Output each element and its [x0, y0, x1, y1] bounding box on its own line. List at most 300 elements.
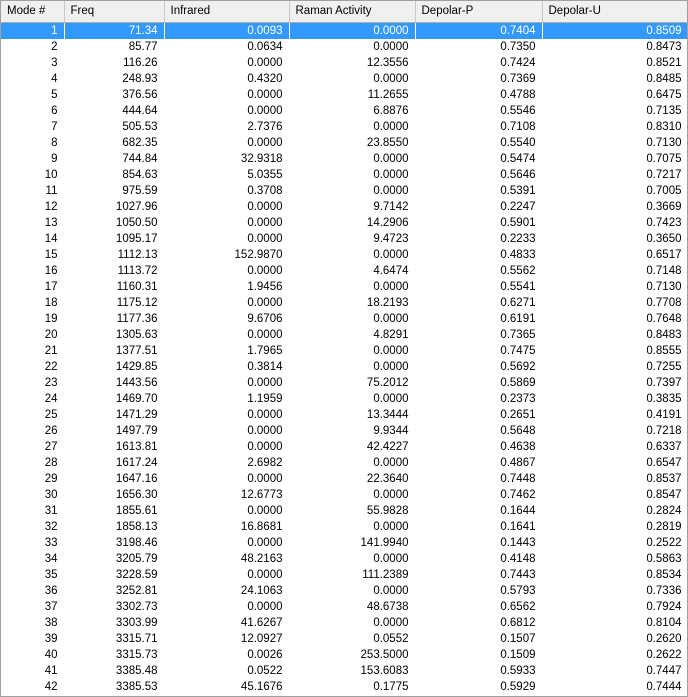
cell-depolar-u: 0.7135: [646, 105, 682, 117]
cell-mode: 30: [44, 489, 58, 501]
cell-raman-activity: 153.6083: [360, 665, 409, 677]
table-row[interactable]: [1, 263, 688, 279]
table-row[interactable]: [1, 615, 688, 631]
cell-freq: 85.77: [128, 41, 158, 53]
cell-raman-activity: 0.0000: [373, 169, 409, 181]
cell-mode: 17: [44, 281, 58, 293]
table-row[interactable]: [1, 311, 688, 327]
cell-infrared: 1.7965: [247, 345, 283, 357]
cell-freq: 1160.31: [116, 281, 158, 293]
cell-mode: 41: [44, 665, 58, 677]
cell-depolar-u: 0.7336: [646, 585, 682, 597]
table-row[interactable]: [1, 407, 688, 423]
cell-infrared: 0.0000: [247, 441, 283, 453]
cell-depolar-p: 0.5562: [500, 265, 536, 277]
cell-raman-activity: 0.0000: [373, 457, 409, 469]
cell-infrared: 0.0000: [247, 201, 283, 213]
cell-mode: 34: [44, 553, 58, 565]
cell-freq: 444.64: [122, 105, 158, 117]
cell-depolar-u: 0.3650: [646, 233, 682, 245]
cell-depolar-u: 0.2522: [646, 537, 682, 549]
cell-raman-activity: 0.0000: [373, 73, 409, 85]
table-row[interactable]: [1, 231, 688, 247]
table-row[interactable]: [1, 519, 688, 535]
cell-raman-activity: 0.0000: [373, 617, 409, 629]
cell-raman-activity: 6.8876: [373, 105, 409, 117]
cell-raman-activity: 4.6474: [373, 265, 409, 277]
table-row[interactable]: [1, 71, 688, 87]
cell-mode: 3: [51, 57, 58, 69]
cell-depolar-p: 0.5869: [500, 377, 536, 389]
cell-infrared: 2.7376: [247, 121, 283, 133]
table-row[interactable]: [1, 23, 688, 40]
cell-infrared: 0.0093: [164, 23, 289, 40]
cell-infrared: 24.1063: [240, 585, 283, 597]
cell-raman-activity: 18.2193: [366, 297, 409, 309]
cell-freq: 3302.73: [115, 601, 158, 613]
cell-mode: 8: [51, 137, 58, 149]
cell-mode: 16: [44, 265, 58, 277]
cell-raman-activity: 0.0000: [373, 41, 409, 53]
cell-depolar-u: 0.7397: [646, 377, 682, 389]
cell-depolar-u: 0.8310: [646, 121, 682, 133]
cell-raman-activity: 0.0000: [373, 345, 409, 357]
modes-table[interactable]: [1, 1, 688, 695]
cell-raman-activity: 141.9940: [360, 537, 409, 549]
table-row[interactable]: [1, 327, 688, 343]
cell-infrared: 0.0000: [247, 601, 283, 613]
cell-raman-activity: 48.6738: [366, 601, 409, 613]
cell-raman-activity: 13.3444: [366, 409, 409, 421]
cell-freq: 3205.79: [115, 553, 158, 565]
cell-freq: 3315.73: [115, 649, 158, 661]
cell-depolar-p: 0.7365: [500, 329, 536, 341]
cell-depolar-u: 0.8485: [646, 73, 682, 85]
cell-raman-activity: 0.0000: [373, 489, 409, 501]
cell-freq: 1656.30: [115, 489, 158, 501]
cell-mode: 14: [44, 233, 58, 245]
cell-raman-activity: 55.9828: [366, 505, 409, 517]
cell-mode: 28: [44, 457, 58, 469]
cell-depolar-p: 0.5540: [500, 137, 536, 149]
cell-infrared: 48.2163: [240, 553, 283, 565]
cell-depolar-u: 0.7148: [646, 265, 682, 277]
cell-depolar-u: 0.7924: [646, 601, 682, 613]
table-row[interactable]: [1, 551, 688, 567]
cell-mode: 23: [44, 377, 58, 389]
cell-freq: 3228.59: [115, 569, 158, 581]
cell-depolar-u: 0.7130: [646, 137, 682, 149]
table-row[interactable]: [1, 135, 688, 151]
cell-depolar-p: 0.1507: [500, 633, 536, 645]
cell-depolar-u: 0.6517: [646, 249, 682, 261]
cell-freq: 1429.85: [115, 361, 158, 373]
cell-raman-activity: 4.8291: [373, 329, 409, 341]
cell-raman-activity: 0.0552: [373, 633, 409, 645]
cell-freq: 744.84: [122, 153, 158, 165]
cell-mode: 21: [44, 345, 58, 357]
cell-depolar-p: 0.6812: [500, 617, 536, 629]
cell-freq: 1175.12: [116, 297, 158, 309]
cell-infrared: 1.1959: [247, 393, 283, 405]
table-row[interactable]: [1, 663, 688, 679]
cell-mode: 25: [44, 409, 58, 421]
table-row[interactable]: [1, 199, 688, 215]
cell-infrared: 152.9870: [234, 249, 283, 261]
cell-freq: 1617.24: [115, 457, 158, 469]
cell-mode: 19: [44, 313, 58, 325]
cell-raman-activity: 0.0000: [373, 521, 409, 533]
table-header-row: [1, 1, 688, 23]
table-row[interactable]: [1, 471, 688, 487]
cell-freq: 3252.81: [115, 585, 158, 597]
cell-mode: 5: [51, 89, 58, 101]
cell-freq: 1113.72: [117, 265, 158, 277]
column-header-depolar-u[interactable]: Depolar-U: [542, 1, 688, 23]
cell-infrared: 0.0000: [247, 569, 283, 581]
cell-raman-activity: 14.2906: [366, 217, 409, 229]
cell-raman-activity: 0.0000: [373, 185, 409, 197]
cell-freq: 3303.99: [115, 617, 158, 629]
table-row[interactable]: [1, 455, 688, 471]
cell-depolar-u: 0.8534: [646, 569, 682, 581]
cell-mode: 36: [44, 585, 58, 597]
cell-depolar-u: 0.7444: [646, 681, 682, 693]
cell-raman-activity: 0.0000: [373, 121, 409, 133]
table-row[interactable]: [1, 583, 688, 599]
table-row[interactable]: [1, 167, 688, 183]
cell-raman-activity: 75.2012: [366, 377, 409, 389]
cell-mode: 37: [44, 601, 58, 613]
table-row[interactable]: [1, 631, 688, 647]
cell-depolar-p: 0.5541: [500, 281, 536, 293]
cell-freq: 1613.81: [115, 441, 158, 453]
cell-mode: 39: [44, 633, 58, 645]
cell-raman-activity: 9.9344: [373, 425, 409, 437]
cell-infrared: 0.0000: [247, 137, 283, 149]
cell-depolar-p: 0.4788: [500, 89, 536, 101]
cell-depolar-u: 0.2824: [646, 505, 682, 517]
cell-freq: 3385.48: [115, 665, 158, 677]
cell-infrared: 0.0026: [247, 649, 283, 661]
cell-raman-activity: 23.8550: [366, 137, 409, 149]
cell-mode: 9: [51, 153, 58, 165]
cell-mode: 20: [44, 329, 58, 341]
cell-depolar-p: 0.5474: [500, 153, 536, 165]
cell-freq: 854.63: [122, 169, 158, 181]
cell-depolar-u: 0.7255: [646, 361, 682, 373]
cell-depolar-p: 0.2233: [500, 233, 536, 245]
cell-depolar-u: 0.3669: [646, 201, 682, 213]
cell-infrared: 9.6706: [247, 313, 283, 325]
cell-freq: 505.53: [122, 121, 158, 133]
cell-infrared: 12.0927: [240, 633, 283, 645]
cell-depolar-p: 0.5929: [500, 681, 536, 693]
column-header-freq[interactable]: Freq: [64, 1, 164, 23]
cell-depolar-u: 0.4191: [646, 409, 682, 421]
cell-mode: 12: [44, 201, 58, 213]
cell-freq: 1305.63: [115, 329, 158, 341]
cell-depolar-p: 0.6562: [500, 601, 536, 613]
cell-infrared: 0.3814: [247, 361, 283, 373]
cell-depolar-u: 0.8483: [646, 329, 682, 341]
cell-mode: 31: [44, 505, 58, 517]
cell-depolar-p: 0.5793: [500, 585, 536, 597]
cell-depolar-p: 0.1644: [500, 505, 536, 517]
cell-depolar-u: 0.7218: [646, 425, 682, 437]
cell-depolar-p: 0.4833: [500, 249, 536, 261]
cell-depolar-u: 0.8547: [646, 489, 682, 501]
cell-mode: 40: [44, 649, 58, 661]
cell-infrared: 0.0000: [247, 105, 283, 117]
cell-depolar-u: 0.7005: [646, 185, 682, 197]
cell-raman-activity: 111.2389: [362, 569, 409, 581]
cell-depolar-u: 0.7648: [646, 313, 682, 325]
cell-freq: 1855.61: [115, 505, 158, 517]
table-row[interactable]: [1, 503, 688, 519]
cell-infrared: 16.8681: [240, 521, 283, 533]
cell-depolar-u: 0.7075: [646, 153, 682, 165]
cell-mode: 38: [44, 617, 58, 629]
cell-freq: 3385.53: [115, 681, 158, 693]
cell-raman-activity: 0.0000: [373, 249, 409, 261]
cell-freq: 1647.16: [115, 473, 158, 485]
cell-raman-activity: 0.0000: [373, 313, 409, 325]
table-row[interactable]: [1, 679, 688, 695]
table-row[interactable]: [1, 599, 688, 615]
cell-mode: 2: [51, 41, 58, 53]
cell-depolar-u: 0.6475: [646, 89, 682, 101]
cell-depolar-p: 0.1509: [500, 649, 536, 661]
cell-raman-activity: 0.0000: [373, 585, 409, 597]
cell-infrared: 0.0000: [247, 425, 283, 437]
cell-infrared: 0.0000: [247, 377, 283, 389]
cell-raman-activity: 9.4723: [373, 233, 409, 245]
cell-depolar-u: 0.7217: [646, 169, 682, 181]
table-row[interactable]: [1, 295, 688, 311]
cell-freq: 682.35: [122, 137, 158, 149]
cell-freq: 1471.29: [115, 409, 158, 421]
cell-infrared: 0.0634: [247, 41, 283, 53]
cell-mode: 10: [44, 169, 58, 181]
cell-freq: 1095.17: [115, 233, 158, 245]
cell-mode: 42: [44, 681, 58, 693]
cell-mode: 11: [45, 185, 58, 197]
table-row[interactable]: [1, 439, 688, 455]
cell-infrared: 0.0000: [247, 297, 283, 309]
table-row[interactable]: [1, 151, 688, 167]
column-header-depolar-p[interactable]: Depolar-P: [415, 1, 542, 23]
cell-depolar-p: 0.5901: [500, 217, 536, 229]
cell-infrared: 2.6982: [247, 457, 283, 469]
table-row[interactable]: [1, 183, 688, 199]
cell-depolar-u: 0.2620: [646, 633, 682, 645]
cell-infrared: 45.1676: [240, 681, 283, 693]
cell-depolar-u: 0.7708: [646, 297, 682, 309]
cell-freq: 71.34: [64, 23, 164, 40]
cell-depolar-u: 0.7130: [646, 281, 682, 293]
cell-infrared: 32.9318: [240, 153, 283, 165]
cell-mode: 32: [44, 521, 58, 533]
cell-depolar-p: 0.7475: [500, 345, 536, 357]
table-row[interactable]: [1, 279, 688, 295]
cell-raman-activity: 0.0000: [373, 393, 409, 405]
cell-depolar-p: 0.6191: [500, 313, 536, 325]
column-header-raman-activity[interactable]: Raman Activity: [289, 1, 415, 23]
cell-raman-activity: 0.0000: [373, 361, 409, 373]
cell-infrared: 0.0000: [247, 473, 283, 485]
cell-depolar-p: 0.7462: [500, 489, 536, 501]
cell-depolar-p: 0.5546: [500, 105, 536, 117]
cell-infrared: 0.0000: [247, 265, 283, 277]
cell-mode: 7: [51, 121, 58, 133]
cell-depolar-p: 0.5933: [500, 665, 536, 677]
cell-infrared: 0.0000: [247, 89, 283, 101]
cell-infrared: 0.0000: [247, 537, 283, 549]
cell-depolar-u: 0.2819: [646, 521, 682, 533]
cell-mode: 15: [44, 249, 58, 261]
cell-depolar-p: 0.4638: [500, 441, 536, 453]
cell-depolar-u: 0.8509: [542, 23, 688, 40]
cell-depolar-p: 0.7350: [500, 41, 536, 53]
cell-depolar-p: 0.4867: [500, 457, 536, 469]
cell-freq: 1050.50: [115, 217, 158, 229]
cell-depolar-u: 0.8104: [646, 617, 682, 629]
table-body: [1, 23, 688, 696]
cell-freq: 975.59: [122, 185, 158, 197]
cell-raman-activity: 253.5000: [360, 649, 409, 661]
cell-depolar-u: 0.6337: [646, 441, 682, 453]
cell-raman-activity: 0.0000: [373, 281, 409, 293]
cell-infrared: 12.6773: [240, 489, 283, 501]
cell-depolar-p: 0.4148: [500, 553, 536, 565]
cell-depolar-u: 0.8555: [646, 345, 682, 357]
cell-raman-activity: 22.3640: [366, 473, 409, 485]
table-row[interactable]: [1, 567, 688, 583]
cell-freq: 1377.51: [115, 345, 158, 357]
cell-depolar-p: 0.7404: [415, 23, 542, 40]
cell-depolar-u: 0.3835: [646, 393, 682, 405]
cell-raman-activity: 0.0000: [373, 153, 409, 165]
cell-depolar-p: 0.7108: [500, 121, 536, 133]
cell-depolar-u: 0.7423: [646, 217, 682, 229]
cell-depolar-u: 0.2622: [646, 649, 682, 661]
cell-mode: 18: [44, 297, 58, 309]
cell-raman-activity: 0.0000: [289, 23, 415, 40]
cell-depolar-p: 0.2247: [500, 201, 536, 213]
cell-mode: 27: [44, 441, 58, 453]
table-row[interactable]: [1, 391, 688, 407]
cell-depolar-p: 0.5692: [500, 361, 536, 373]
cell-depolar-p: 0.5391: [500, 185, 536, 197]
cell-freq: 3198.46: [115, 537, 158, 549]
cell-infrared: 0.0000: [247, 409, 283, 421]
cell-depolar-p: 0.5646: [500, 169, 536, 181]
table-row[interactable]: [1, 103, 688, 119]
cell-depolar-u: 0.8537: [646, 473, 682, 485]
cell-depolar-p: 0.7424: [500, 57, 536, 69]
column-header-mode[interactable]: Mode #: [1, 1, 64, 23]
cell-freq: 248.93: [122, 73, 158, 85]
table-row[interactable]: [1, 423, 688, 439]
table-row[interactable]: [1, 119, 688, 135]
cell-raman-activity: 11.2655: [367, 89, 409, 101]
cell-infrared: 41.6267: [240, 617, 283, 629]
cell-freq: 1858.13: [115, 521, 158, 533]
cell-depolar-p: 0.7448: [500, 473, 536, 485]
cell-freq: 1177.36: [116, 313, 158, 325]
cell-depolar-p: 0.6271: [500, 297, 536, 309]
table-row[interactable]: [1, 87, 688, 103]
cell-depolar-p: 0.7443: [500, 569, 536, 581]
cell-depolar-p: 0.7369: [500, 73, 536, 85]
cell-depolar-p: 0.2651: [500, 409, 536, 421]
table-row[interactable]: [1, 215, 688, 231]
column-header-infrared[interactable]: Infrared: [164, 1, 289, 23]
cell-depolar-p: 0.1641: [500, 521, 536, 533]
cell-infrared: 1.9456: [247, 281, 283, 293]
cell-depolar-u: 0.6547: [646, 457, 682, 469]
table-row[interactable]: [1, 359, 688, 375]
cell-infrared: 0.0000: [247, 57, 283, 69]
cell-raman-activity: 0.1775: [373, 681, 409, 693]
cell-freq: 1497.79: [115, 425, 158, 437]
table-row[interactable]: [1, 647, 688, 663]
cell-depolar-u: 0.7447: [646, 665, 682, 677]
cell-depolar-p: 0.1443: [500, 537, 536, 549]
cell-mode: 22: [44, 361, 58, 373]
cell-infrared: 5.0355: [247, 169, 283, 181]
table-row[interactable]: [1, 55, 688, 71]
cell-mode: 1: [1, 23, 64, 40]
cell-freq: 1027.96: [115, 201, 158, 213]
cell-mode: 29: [44, 473, 58, 485]
table-row[interactable]: [1, 487, 688, 503]
cell-depolar-u: 0.8521: [646, 57, 682, 69]
cell-depolar-p: 0.5648: [500, 425, 536, 437]
cell-freq: 3315.71: [115, 633, 158, 645]
cell-depolar-p: 0.2373: [500, 393, 536, 405]
cell-infrared: 0.3708: [247, 185, 283, 197]
cell-infrared: 0.0000: [247, 217, 283, 229]
cell-freq: 116.26: [123, 57, 158, 69]
cell-mode: 26: [44, 425, 58, 437]
table-row[interactable]: [1, 247, 688, 263]
table-row[interactable]: [1, 375, 688, 391]
cell-raman-activity: 42.4227: [366, 441, 409, 453]
cell-infrared: 0.0000: [247, 505, 283, 517]
cell-infrared: 0.0000: [247, 329, 283, 341]
cell-mode: 6: [51, 105, 58, 117]
cell-mode: 24: [44, 393, 58, 405]
cell-raman-activity: 0.0000: [373, 553, 409, 565]
cell-depolar-u: 0.5863: [646, 553, 682, 565]
cell-freq: 1469.70: [115, 393, 158, 405]
cell-raman-activity: 12.3556: [366, 57, 409, 69]
cell-infrared: 0.4320: [247, 73, 283, 85]
table-row[interactable]: [1, 535, 688, 551]
cell-depolar-u: 0.8473: [646, 41, 682, 53]
table-row[interactable]: [1, 343, 688, 359]
cell-freq: 1443.56: [115, 377, 158, 389]
cell-freq: 1112.13: [117, 249, 158, 261]
cell-mode: 13: [44, 217, 58, 229]
cell-infrared: 0.0522: [247, 665, 283, 677]
cell-freq: 376.56: [122, 89, 158, 101]
cell-mode: 35: [44, 569, 58, 581]
table-row[interactable]: [1, 39, 688, 55]
cell-raman-activity: 9.7142: [373, 201, 409, 213]
